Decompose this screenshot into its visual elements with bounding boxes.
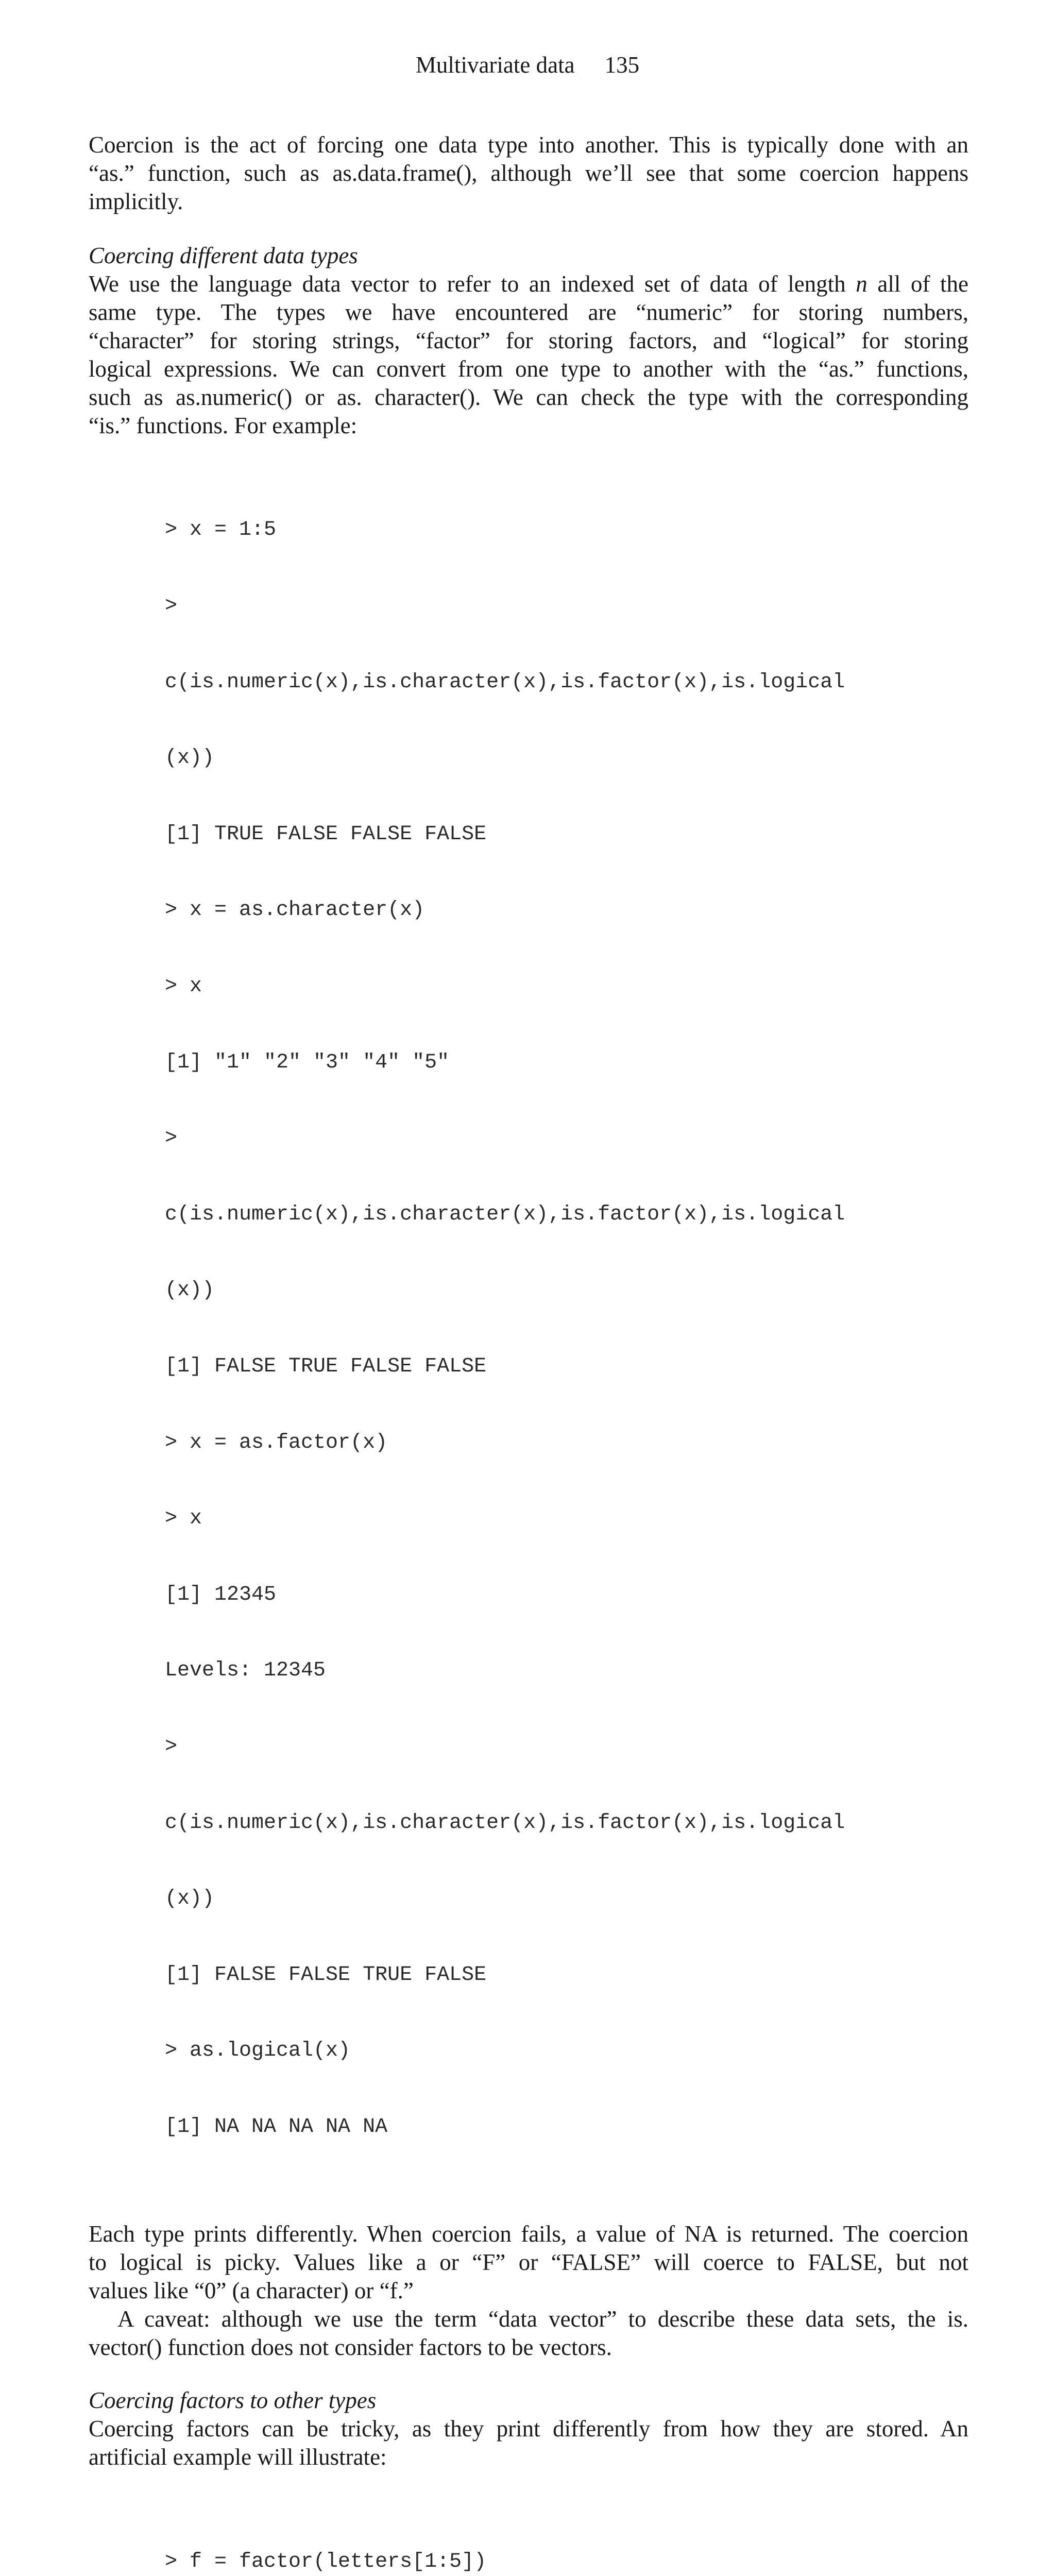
code-block-type-checks [165,467,968,2190]
section-heading-coercing-data-types: Coercing different data types [89,243,358,268]
text-line: “as.” function, such as as.data.frame(), although we’ll see that some coercion happens [89,160,968,186]
code-line: [1] FALSE FALSE TRUE FALSE [165,1963,487,1987]
text-line: Coercing factors can be tricky, as they print differently from how they are stored. An [89,2416,968,2442]
code-line: [1] 12345 [165,1583,277,1606]
page-body [89,131,968,2576]
section-paragraph [89,270,968,440]
code-line: [1] FALSE TRUE FALSE FALSE [165,1354,487,1378]
factors-paragraph [89,2415,968,2471]
text-line: “is.” functions. For example: [89,413,358,438]
code-line: c(is.numeric(x),is.character(x),is.factor(x),is.logical [165,1811,845,1835]
code-line: > as.logical(x) [165,2039,351,2063]
section-heading-coercing-factors: Coercing factors to other types [89,2387,377,2414]
code-line: > [165,1735,178,1758]
code-block-factor-example [165,2498,968,2576]
code-line: (x)) [165,1279,215,1302]
code-line: [1] NA NA NA NA NA [165,2115,388,2139]
text-line: “character” for storing strings, “factor” for storing factors, and “logical” for storing [89,328,968,353]
text-line: values like “0” (a character) or “f.” [89,2278,414,2304]
text-line: We use the language data vector to refer to an indexed set of data of length n all of the [89,271,968,297]
text-line: A caveat: although we use the term “data vector” to describe these data sets, the is. [117,2306,968,2332]
intro-paragraph [89,131,968,216]
code-line: [1] "1" "2" "3" "4" "5" [165,1050,450,1074]
code-line: [1] TRUE FALSE FALSE FALSE [165,822,487,846]
text-line: artificial example will illustrate: [89,2444,387,2470]
code-line: > [165,595,178,618]
running-head [0,49,1055,80]
text-line: Coercion is the act of forcing one data type into another. This is typically done with an [89,132,968,158]
code-line: > [165,1127,178,1150]
page-number: 135 [604,52,640,78]
code-line: Levels: 12345 [165,1659,326,1683]
text-line: such as as.numeric() or as. character(). We can check the type with the corresponding [89,384,968,410]
code-line: c(is.numeric(x),is.character(x),is.factor(x),is.logical [165,670,845,694]
code-line: (x)) [165,1887,215,1911]
code-line: > x = as.character(x) [165,899,425,922]
coercion-paragraph [89,2220,968,2305]
text-line: vector() function does not consider factors to be vectors. [89,2334,612,2361]
code-line: (x)) [165,747,215,770]
code-line: > x [165,974,202,998]
caveat-paragraph [89,2305,968,2362]
text-line: implicitly. [89,189,183,214]
running-head-title: Multivariate data [415,52,575,78]
text-line: same type. The types we have encountered are “numeric” for storing numbers, [89,299,968,325]
text-line: Each type prints differently. When coercion fails, a value of NA is returned. The coercion [89,2221,968,2247]
text-line: logical expressions. We can convert from one type to another with the “as.” functions, [89,356,968,382]
text-line: to logical is picky. Values like a or “F” or “FALSE” will coerce to FALSE, but not [89,2249,968,2276]
code-line: > f = factor(letters[1:5]) [165,2550,487,2573]
code-line: > x [165,1507,202,1531]
variable-n: n [856,271,867,297]
code-line: > x = as.factor(x) [165,1431,388,1454]
code-line: c(is.numeric(x),is.character(x),is.factor(x),is.logical [165,1202,845,1226]
code-line: > x = 1:5 [165,518,277,542]
